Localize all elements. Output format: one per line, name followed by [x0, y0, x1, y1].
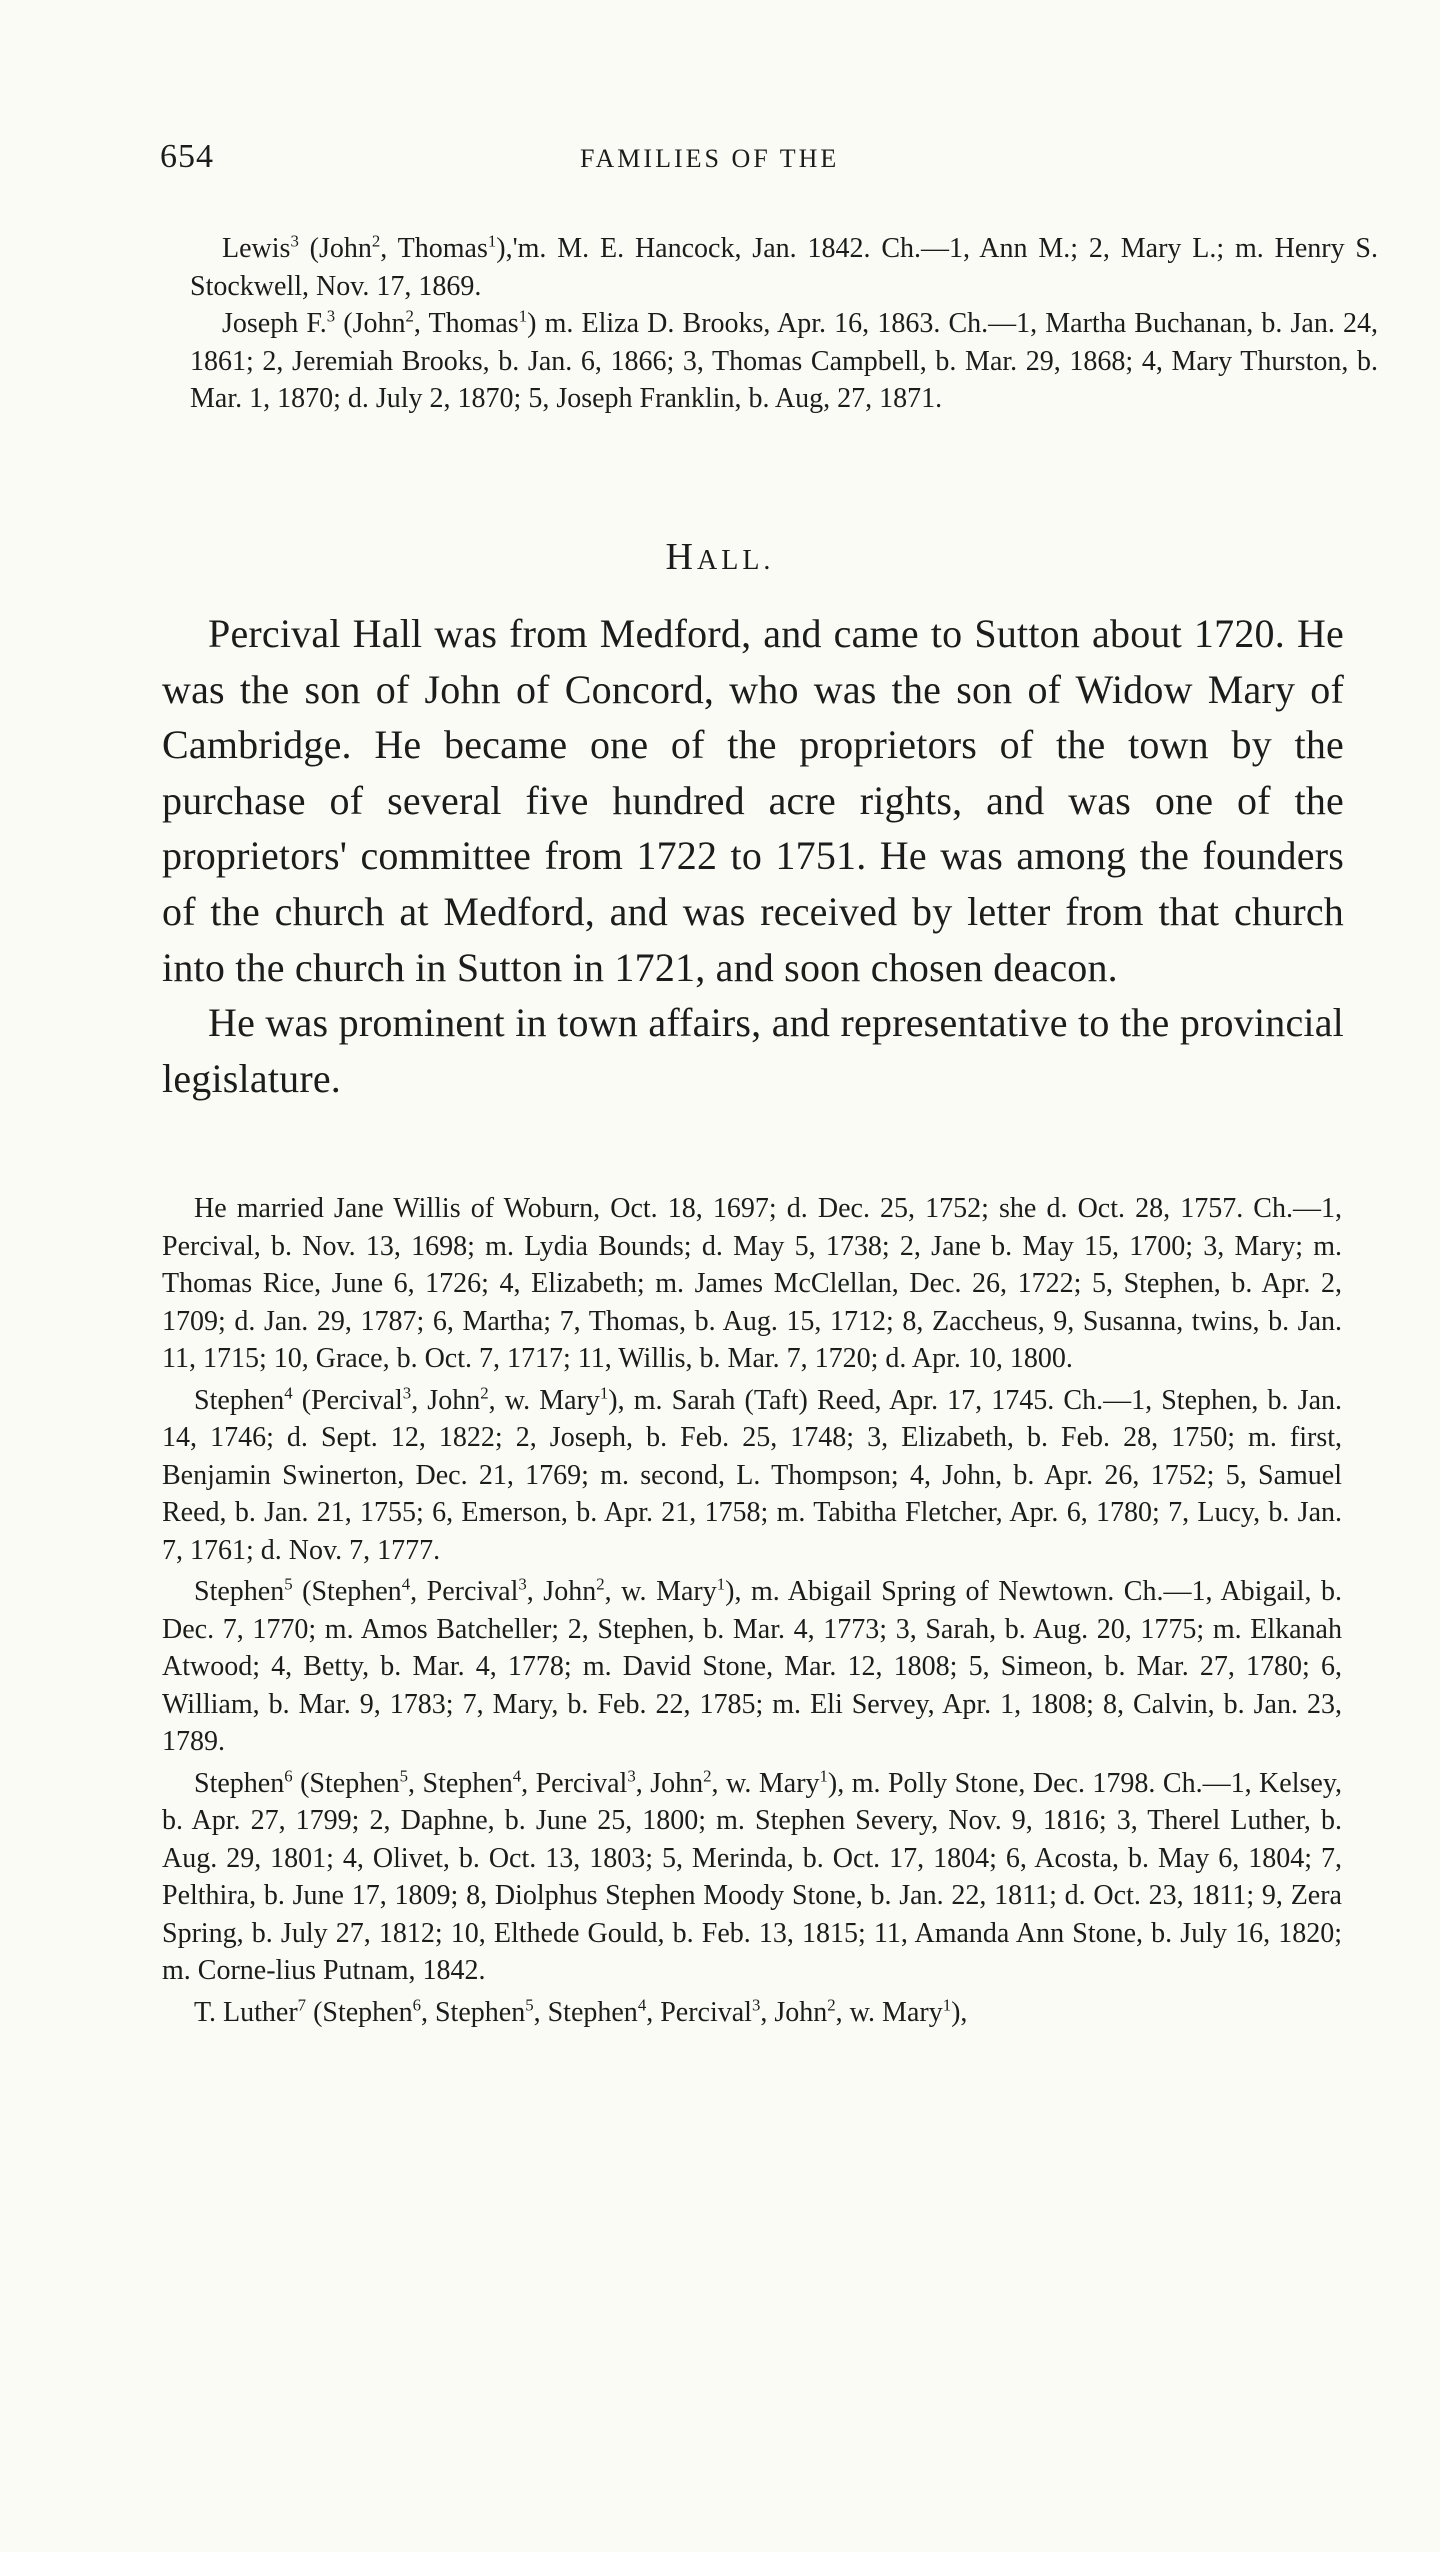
- entry-text: (Stephen: [306, 1996, 413, 2028]
- entry-text: He married Jane Willis of Woburn, Oct. 18, 1697; d. Dec. 25, 1752; she d. Oct. 28, 1757. Ch.—1, Percival, b. Nov. 13, 1698; m. Lydia Bounds; d. May 5, 1738; 2, Jane b. May 15, 1700; 3, Mary; m. Thomas Rice, June 6, 1726; 4, Elizabeth; m. James McClellan, Dec. 26, 1722; 5, Stephen, b. Apr. 2, 1709; d. Jan. 29, 1787; 6, Martha; 7, Thomas, b. Aug. 15, 1712; 8, Zaccheus, 9, Susanna, twins, b. Jan. 11, 1715; 10, Grace, b. Oct. 7, 1717; 11, Willis, b. Mar. 7, 1720; d. Apr. 10, 1800.: [162, 1193, 1342, 1374]
- genealogy-entry: [162, 1190, 1342, 1378]
- entry-text: Stephen: [194, 1767, 285, 1799]
- entry-text: ),: [951, 1996, 968, 2028]
- generation-number: 2: [480, 1383, 489, 1403]
- section-title-initial: H: [665, 536, 697, 578]
- entry-text: ), m. Abigail Spring of Newtown. Ch.—1, Abigail, b. Dec. 7, 1770; m. Amos Batcheller; 2, Stephen, b. Mar. 4, 1773; 3, Sarah, b. Aug. 20, 1775; m. Elkanah Atwood; 4, Betty, b. Mar. 4, 1778; m. David Stone, Mar. 12, 1808; 5, Simeon, b. Mar. 27, 1780; 6, William, b. Mar. 9, 1783; 7, Mary, b. Feb. 22, 1785; m. Eli Servey, Apr. 1, 1808; 8, Calvin, b. Jan. 23, 1789.: [162, 1576, 1342, 1757]
- entry-text: Stephen: [194, 1384, 285, 1416]
- genealogy-entry: [190, 305, 1378, 418]
- generation-number: 3: [402, 1383, 412, 1403]
- generation-number: 1: [599, 1383, 609, 1403]
- generation-number: 2: [827, 1995, 836, 2015]
- genealogy-entry: [162, 1765, 1342, 1990]
- generation-number: 3: [751, 1995, 761, 2015]
- entry-text: Joseph F.: [222, 308, 327, 339]
- entry-text: , Percival: [646, 1996, 752, 2028]
- entry-text: , w. Mary: [604, 1576, 717, 1607]
- running-head: FAMILIES OF THE: [580, 144, 840, 173]
- entry-text: (John: [335, 308, 406, 339]
- generation-number: 4: [284, 1383, 293, 1403]
- entry-text: (John: [298, 233, 372, 264]
- narrative-text: [162, 606, 1344, 1106]
- entry-text: (Percival: [292, 1384, 403, 1416]
- entry-text: Lewis: [222, 233, 291, 264]
- generation-number: 5: [399, 1766, 409, 1786]
- entry-text: , Percival: [410, 1576, 519, 1607]
- generation-number: 3: [326, 306, 336, 326]
- entry-text: ), m. Polly Stone, Dec. 1798. Ch.—1, Kelsey, b. Apr. 27, 1799; 2, Daphne, b. June 25, 1800; m. Stephen Severy, Nov. 9, 1816; 3, Therel Luther, b. Aug. 29, 1801; 4, Olivet, b. Oct. 13, 1803; 5, Merinda, b. Oct. 17, 1804; 6, Acosta, b. May 6, 1804; 7, Pelthira, b. June 17, 1809; 8, Diolphus Stephen Moody Stone, b. Jan. 22, 1811; d. Oct. 23, 1811; 9, Zera Spring, b. July 27, 1812; 10, Elthede Gould, b. Feb. 13, 1815; 11, Amanda Ann Stone, b. July 16, 1820; m. Corne-lius Putnam, 1842.: [162, 1767, 1342, 1986]
- entry-text: , John: [526, 1576, 597, 1607]
- entry-text: ),'m. M. E. Hancock, Jan. 1842. Ch.—1, Ann M.; 2, Mary L.; m. Henry S. Stockwell, Nov. 17, 1869.: [190, 233, 1379, 302]
- entry-text: ) m. Eliza D. Brooks, Apr. 16, 1863. Ch.—1, Martha Buchanan, b. Jan. 24, 1861; 2, Jeremiah Brooks, b. Jan. 6, 1866; 3, Thomas Campbell, b. Mar. 29, 1868; 4, Mary Thurston, b. Mar. 1, 1870; d. July 2, 1870; 5, Joseph Franklin, b. Aug, 27, 1871.: [190, 308, 1378, 414]
- generation-number: 2: [405, 306, 414, 326]
- narrative-paragraph: He was prominent in town affairs, and representative to the provincial legislature.: [162, 1000, 1344, 1101]
- entry-text: T. Luther: [194, 1996, 298, 2028]
- generation-number: 1: [518, 306, 528, 326]
- generation-number: 4: [512, 1766, 522, 1786]
- generation-number: 2: [596, 1574, 605, 1594]
- generation-number: 4: [637, 1995, 647, 2015]
- generation-number: 1: [487, 231, 497, 251]
- generation-number: 7: [297, 1995, 307, 2015]
- generation-number: 6: [284, 1766, 293, 1786]
- section-heading-hall: [0, 535, 1440, 579]
- entry-text: , John: [411, 1384, 481, 1416]
- genealogy-entry: [162, 1573, 1342, 1761]
- entry-text: Stephen: [194, 1576, 285, 1607]
- generation-number: 3: [518, 1574, 527, 1594]
- entry-text: , John: [760, 1996, 828, 2028]
- generation-number: 3: [627, 1766, 636, 1786]
- generation-number: 2: [371, 231, 381, 251]
- generation-number: 1: [942, 1995, 952, 2015]
- generation-number: 6: [412, 1995, 421, 2015]
- page-number: 654: [160, 138, 214, 175]
- entry-text: , Stephen: [408, 1767, 513, 1799]
- entry-text: , John: [635, 1767, 704, 1799]
- entry-text: , Stephen: [533, 1996, 638, 2028]
- genealogy-list: [162, 1190, 1342, 2035]
- generation-number: 5: [284, 1574, 293, 1594]
- entry-text: , w. Mary: [711, 1767, 820, 1799]
- narrative-paragraph: Percival Hall was from Medford, and came to Sutton about 1720. He was the son of John of Concord, who was the son of Widow Mary of Cambridge. He became one of the proprietors of the town by the purchase of several five hundred acre rights, and was one of the proprietors' committee from 1722 to 1751. He was among the founders of the church at Medford, and was received by letter from that church into the church in Sutton in 1721, and soon chosen deacon.: [162, 611, 1344, 990]
- generation-number: 1: [716, 1574, 726, 1594]
- generation-number: 2: [703, 1766, 712, 1786]
- generation-number: 5: [525, 1995, 534, 2015]
- entry-text: , Percival: [521, 1767, 628, 1799]
- entry-text: , w. Mary: [835, 1996, 943, 2028]
- generation-number: 4: [401, 1574, 411, 1594]
- continued-entries: [190, 230, 1378, 418]
- entry-text: (Stephen: [292, 1576, 402, 1607]
- genealogy-entry: [162, 1994, 1342, 2032]
- genealogy-entry: [190, 230, 1378, 305]
- genealogy-entry: [162, 1382, 1342, 1570]
- entry-text: , Stephen: [420, 1996, 526, 2028]
- page-header: [160, 138, 1340, 178]
- entry-text: (Stephen: [292, 1767, 400, 1799]
- entry-text: , w. Mary: [488, 1384, 600, 1416]
- entry-text: ), m. Sarah (Taft) Reed, Apr. 17, 1745. Ch.—1, Stephen, b. Jan. 14, 1746; d. Sept. 12, 1822; 2, Joseph, b. Feb. 25, 1748; 3, Elizabeth, b. Feb. 28, 1750; m. first, Benjamin Swinerton, Dec. 21, 1769; m. second, L. Thompson; 4, John, b. Apr. 26, 1752; 5, Samuel Reed, b. Jan. 21, 1755; 6, Emerson, b. Apr. 21, 1758; m. Tabitha Fletcher, Apr. 6, 1780; 7, Lucy, b. Jan. 7, 1761; d. Nov. 7, 1777.: [162, 1384, 1342, 1566]
- generation-number: 1: [819, 1766, 828, 1786]
- entry-text: , Thomas: [380, 233, 488, 264]
- entry-text: , Thomas: [413, 308, 519, 339]
- generation-number: 3: [290, 231, 299, 251]
- section-title-rest: ALL.: [697, 545, 775, 576]
